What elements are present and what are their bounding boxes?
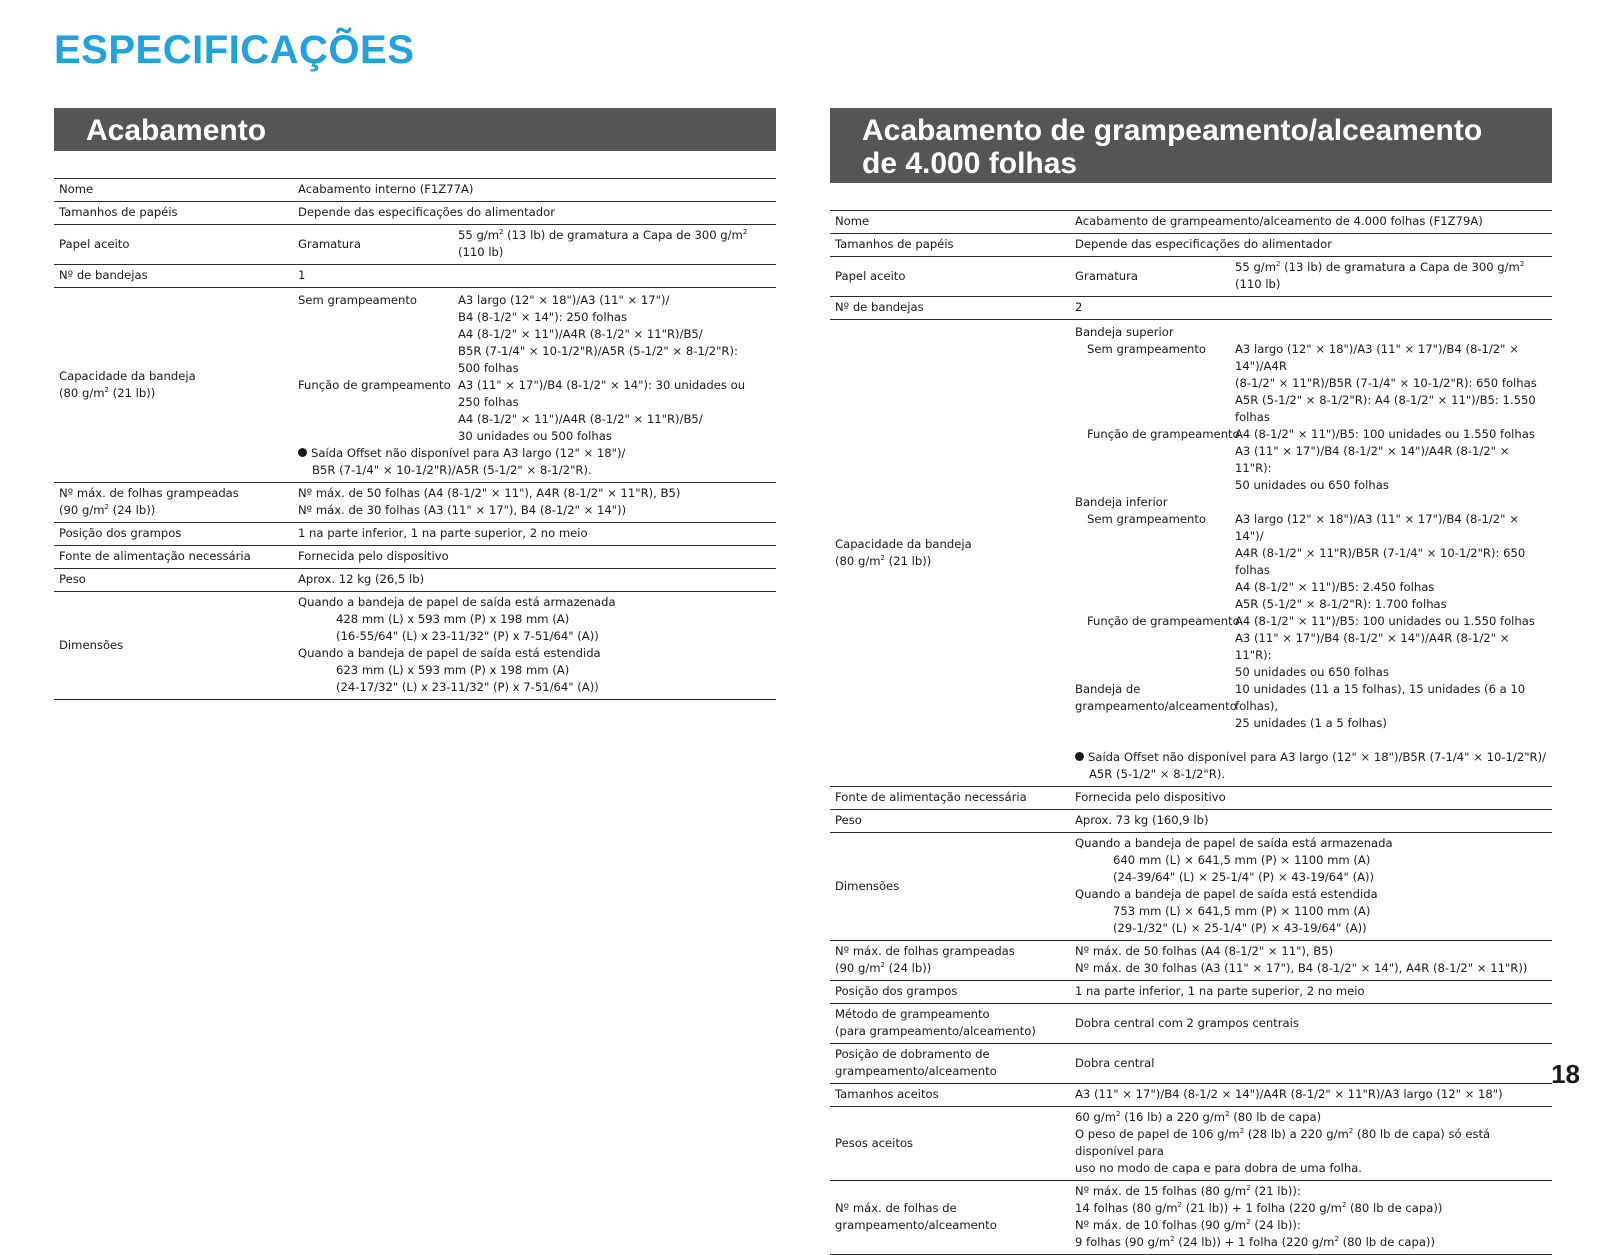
text-line: A4R (8-1/2" × 11"R)/B5R (7-1/4" × 10-1/2"R): 650 folhas (1235, 546, 1526, 577)
row-label: Papel aceito (59, 236, 130, 251)
text-line: 9 folhas (90 g/m (1075, 1235, 1171, 1249)
row-label (830, 1044, 1070, 1084)
text-line: 250 folhas (458, 395, 519, 409)
left-column (54, 108, 776, 700)
text-line: A3 (11" × 17")/B4 (8-1/2" × 14")/A4R (8-1/2" × 11"R): (1235, 444, 1510, 475)
row-label: Peso (835, 813, 862, 827)
text-line: (8-1/2" × 11"R)/B5R (7-1/4" × 10-1/2"R): 650 folhas (1235, 376, 1537, 390)
text-line: (21 lb)): (1250, 1184, 1301, 1198)
text-line: Nº máx. de 15 folhas (80 g/m (1075, 1184, 1247, 1198)
spec-table-saddle-finisher (830, 210, 1552, 1255)
table-row (830, 1107, 1552, 1181)
text-line: A3 (11" × 17")/B4 (8-1/2" × 14"): 30 unidades ou (458, 378, 746, 392)
text-line: Quando a bandeja de papel de saída está armazenada (1075, 836, 1393, 850)
text-line: A3 largo (12" × 18")/A3 (11" × 17")/B4 (8-1/2" × 14")/ (1235, 512, 1519, 543)
text-line: Capacidade da bandeja (835, 536, 972, 551)
table-row (54, 483, 776, 523)
row-label: Nome (59, 182, 94, 196)
text-line: Capacidade da bandeja (59, 368, 196, 383)
text-line: A5R (5-1/2" × 8-1/2"R). (1089, 767, 1226, 781)
text-line: A4 (8-1/2" × 11")/B5: 100 unidades ou 1.550 folhas (1235, 614, 1535, 628)
row-value (1230, 257, 1552, 297)
text-line: 640 mm (L) × 641,5 mm (P) × 1100 mm (A) (1113, 853, 1371, 867)
text-line: (110 lb) (1235, 277, 1281, 291)
sub-label: Sem grampeamento (1087, 512, 1207, 526)
text-line: 25 unidades (1 a 5 folhas) (1235, 716, 1387, 730)
row-value (293, 288, 776, 483)
row-value: A3 (11" × 17")/B4 (8-1/2 × 14")/A4R (8-1/2" × 11"R)/A3 largo (12" × 18") (1075, 1087, 1503, 1101)
text-line: 60 g/m (1075, 1110, 1116, 1124)
row-value (453, 225, 776, 265)
text-line: A4 (8-1/2" × 11")/B5: 100 unidades ou 1.550 folhas (1235, 427, 1535, 441)
text-line: (13 lb) de gramatura a Capa de 300 g/m (1280, 260, 1520, 274)
text-line: (80 lb de capa)) (1338, 1235, 1436, 1249)
text-line: (90 g/m (59, 503, 105, 517)
sub-label: Função de grampeamento (1087, 614, 1240, 628)
text-line: Nº máx. de folhas grampeadas (835, 944, 1015, 958)
text-line: 753 mm (L) × 641,5 mm (P) × 1100 mm (A) (1113, 904, 1371, 918)
row-value: 1 na parte inferior, 1 na parte superior, 2 no meio (298, 526, 588, 540)
row-value: Acabamento de grampeamento/alceamento de 4.000 folhas (F1Z79A) (1075, 214, 1483, 228)
table-row (54, 265, 776, 288)
sub-label: Função de grampeamento (298, 378, 451, 392)
row-value: Fornecida pelo dispositivo (1075, 790, 1226, 804)
text-line: Nº máx. de 10 folhas (90 g/m (1075, 1218, 1247, 1232)
row-value: Aprox. 73 kg (160,9 lb) (1075, 813, 1209, 827)
row-value (1070, 941, 1552, 981)
text-line: A4 (8-1/2" × 11")/B5: 2.450 folhas (1235, 580, 1435, 594)
sub-value (1235, 681, 1547, 732)
text-line: Nº máx. de folhas grampeadas (59, 486, 239, 500)
superscript: 2 (742, 228, 748, 237)
row-label (830, 1181, 1070, 1255)
table-row (830, 234, 1552, 257)
text-line: grampeamento/alceamento (835, 1218, 997, 1232)
text-line: Nº máx. de folhas de (835, 1201, 957, 1215)
row-label (830, 941, 1070, 981)
section-heading-saddle-finisher (830, 108, 1552, 183)
text-line: 30 unidades ou 500 folhas (458, 429, 612, 443)
text-line: (24 lb)): (1250, 1218, 1301, 1232)
table-row (830, 1004, 1552, 1044)
superscript: 2 (1177, 1201, 1183, 1210)
text-line: 10 unidades (11 a 15 folhas), 15 unidades (6 a 10 folhas), (1235, 682, 1526, 713)
row-label: Fonte de alimentação necessária (59, 549, 251, 563)
text-line: Nº máx. de 50 folhas (A4 (8-1/2" × 11"), B5) (1075, 944, 1334, 958)
row-label: Tamanhos aceitos (835, 1087, 939, 1101)
text-line: (para grampeamento/alceamento) (835, 1024, 1036, 1038)
row-label: Dimensões (835, 878, 900, 893)
text-line: (24 lb)) (885, 961, 932, 975)
text-line: Método de grampeamento (835, 1007, 990, 1021)
row-label (830, 1004, 1070, 1044)
tray-heading: Bandeja superior (1075, 325, 1174, 339)
text-line: Nº máx. de 50 folhas (A4 (8-1/2" × 11"), A4R (8-1/2" × 11"R), B5) (298, 486, 681, 500)
text-line: (16 lb) a 220 g/m (1120, 1110, 1226, 1124)
row-label: Posição dos grampos (59, 526, 182, 540)
superscript: 2 (1225, 1110, 1230, 1119)
superscript: 2 (880, 553, 885, 562)
superscript: 2 (1170, 1235, 1175, 1244)
page-title: ESPECIFICAÇÕES (54, 28, 415, 72)
text-line: Nº máx. de 30 folhas (A3 (11" × 17"), B4 (8-1/2" × 14")) (298, 503, 627, 517)
superscript: 2 (1239, 1127, 1245, 1136)
text-line: 50 unidades ou 650 folhas (1235, 478, 1389, 492)
text-line: B5R (7-1/4" × 10-1/2"R)/A5R (5-1/2" × 8-1/2"R). (312, 463, 592, 477)
row-label: Dimensões (59, 637, 124, 652)
text-line: Quando a bandeja de papel de saída está estendida (1075, 887, 1378, 901)
text-line: (24-17/32" (L) x 23-11/32" (P) x 7-51/64" (A)) (336, 680, 599, 694)
text-line: grampeamento/alceamento (1075, 699, 1237, 713)
text-line: Saída Offset não disponível para A3 largo (12" × 18")/ (311, 446, 626, 460)
row-value (1070, 833, 1552, 941)
text-line: (21 lb)) (109, 385, 156, 400)
table-row (830, 1181, 1552, 1255)
tray-heading: Bandeja inferior (1075, 495, 1168, 509)
sub-value (1235, 426, 1547, 494)
row-value: 1 na parte inferior, 1 na parte superior, 2 no meio (1075, 984, 1365, 998)
row-label: Nº de bandejas (835, 300, 924, 314)
bullet-icon (1075, 752, 1084, 761)
table-row (830, 941, 1552, 981)
text-line: B5R (7-1/4" × 10-1/2"R)/A5R (5-1/2" × 8-1/2"R): (458, 344, 738, 358)
section-heading-line-1: Acabamento de grampeamento/alceamento (862, 114, 1483, 147)
section-heading-text: Acabamento (86, 114, 267, 147)
text-line: A5R (5-1/2" × 8-1/2"R): A4 (8-1/2" × 11")/B5: 1.550 folhas (1235, 393, 1536, 424)
row-value (293, 483, 776, 523)
table-row (54, 592, 776, 700)
sub-value (1235, 341, 1547, 426)
sub-value (458, 292, 771, 377)
sub-value (1235, 613, 1547, 681)
table-row (54, 546, 776, 569)
text-line: uso no modo de capa e para dobra de uma folha. (1075, 1161, 1362, 1175)
row-label: Nome (835, 214, 870, 228)
row-value (1070, 1107, 1552, 1181)
text-line: B4 (8-1/2" × 14"): 250 folhas (458, 310, 628, 324)
superscript: 2 (880, 961, 885, 970)
table-row (830, 211, 1552, 234)
text-line: 14 folhas (80 g/m (1075, 1201, 1178, 1215)
text-line: A5R (5-1/2" × 8-1/2"R): 1.700 folhas (1235, 597, 1447, 611)
page-number: 18 (1551, 1059, 1580, 1089)
row-value: 1 (298, 268, 306, 282)
row-value: Fornecida pelo dispositivo (298, 549, 449, 563)
superscript: 2 (499, 228, 504, 237)
text-line: (13 lb) de gramatura a Capa de 300 g/m (503, 228, 743, 242)
sub-value (1235, 511, 1547, 613)
sub-label (1075, 681, 1235, 732)
text-line: 50 unidades ou 650 folhas (1235, 665, 1389, 679)
text-line: O peso de papel de 106 g/m (1075, 1127, 1240, 1141)
text-line: (90 g/m (835, 961, 881, 975)
row-label (54, 288, 293, 483)
superscript: 2 (104, 503, 109, 512)
row-value: 2 (1075, 300, 1083, 314)
superscript: 2 (1116, 1110, 1121, 1119)
row-label: Papel aceito (835, 268, 906, 283)
table-row (830, 257, 1552, 297)
text-line: A3 largo (12" × 18")/A3 (11" × 17")/B4 (8-1/2" × 14")/A4R (1235, 342, 1519, 373)
row-value: Depende das especificações do alimentador (1075, 237, 1332, 251)
text-line: Bandeja de (1075, 682, 1141, 696)
superscript: 2 (1276, 260, 1281, 269)
row-sublabel: Gramatura (298, 236, 362, 251)
right-column (830, 108, 1552, 1255)
offset-note (1075, 749, 1547, 783)
row-value (293, 592, 776, 700)
bullet-icon (298, 448, 307, 457)
table-row (830, 810, 1552, 833)
text-line: Quando a bandeja de papel de saída está armazenada (298, 595, 616, 609)
table-row (830, 787, 1552, 810)
row-label: Peso (59, 572, 86, 586)
sub-label: Sem grampeamento (1087, 342, 1207, 356)
table-row (54, 569, 776, 592)
text-line: grampeamento/alceamento (835, 1064, 997, 1078)
row-value: Acabamento interno (F1Z77A) (298, 182, 474, 196)
superscript: 2 (1334, 1235, 1339, 1244)
table-row (830, 320, 1552, 787)
text-line: (21 lb)) (885, 553, 932, 568)
text-line: A3 (11" × 17")/B4 (8-1/2" × 14")/A4R (8-1/2" × 11"R): (1235, 631, 1510, 662)
row-sublabel: Gramatura (1075, 268, 1139, 283)
table-row (830, 1084, 1552, 1107)
table-row (830, 1044, 1552, 1084)
row-label (54, 483, 293, 523)
text-line: (24-39/64" (L) × 25-1/4" (P) × 43-19/64" (A)) (1113, 870, 1375, 884)
spec-table-finisher (54, 178, 776, 700)
superscript: 2 (1246, 1184, 1251, 1193)
sub-label: Função de grampeamento (1087, 427, 1240, 441)
text-line: (80 g/m (835, 553, 881, 568)
row-label: Tamanhos de papéis (59, 205, 178, 219)
superscript: 2 (1246, 1218, 1251, 1227)
text-line: (24 lb)) (109, 503, 156, 517)
section-heading-finisher (54, 108, 776, 151)
section-heading-line-2: de 4.000 folhas (862, 147, 1078, 180)
superscript: 2 (104, 385, 109, 394)
row-label: Tamanhos de papéis (835, 237, 954, 251)
text-line: 500 folhas (458, 361, 519, 375)
text-line: (21 lb)) + 1 folha (220 g/m (1182, 1201, 1342, 1215)
row-label: Posição dos grampos (835, 984, 958, 998)
text-line: 428 mm (L) x 593 mm (P) x 198 mm (A) (336, 612, 570, 626)
text-line: (110 lb) (458, 245, 504, 259)
text-line: A3 largo (12" × 18")/A3 (11" × 17")/ (458, 293, 670, 307)
text-line: (29-1/32" (L) × 25-1/4" (P) × 43-19/64" (A)) (1113, 921, 1367, 935)
row-label (830, 320, 1070, 787)
table-row (54, 202, 776, 225)
table-row (54, 225, 776, 265)
text-line: Saída Offset não disponível para A3 largo (12" × 18")/B5R (7-1/4" × 10-1/2"R)/ (1088, 750, 1547, 764)
row-value (1070, 320, 1552, 787)
text-line: (16-55/64" (L) x 23-11/32" (P) x 7-51/64" (A)) (336, 629, 599, 643)
text-line: (80 lb de capa) só está disponível para (1075, 1127, 1491, 1158)
table-row (830, 833, 1552, 941)
text-line: 623 mm (L) x 593 mm (P) x 198 mm (A) (336, 663, 570, 677)
text-line: 55 g/m (1235, 260, 1276, 274)
table-row (54, 179, 776, 202)
row-value: Dobra central com 2 grampos centrais (1075, 1015, 1299, 1030)
row-label: Nº de bandejas (59, 268, 148, 282)
text-line: Posição de dobramento de (835, 1047, 990, 1061)
row-value: Depende das especificações do alimentador (298, 205, 555, 219)
table-row (54, 523, 776, 546)
superscript: 2 (1519, 260, 1525, 269)
sub-value (458, 377, 771, 445)
row-value: Dobra central (1075, 1055, 1155, 1070)
table-row (830, 297, 1552, 320)
row-value (1070, 1181, 1552, 1255)
offset-note (298, 445, 771, 479)
text-line: (80 g/m (59, 385, 105, 400)
text-line: Nº máx. de 30 folhas (A3 (11" × 17"), B4 (8-1/2" × 14"), A4R (8-1/2" × 11"R)) (1075, 961, 1528, 975)
text-line: (80 lb de capa) (1229, 1110, 1322, 1124)
row-value: Aprox. 12 kg (26,5 lb) (298, 572, 425, 586)
text-line: 55 g/m (458, 228, 499, 242)
row-label: Pesos aceitos (835, 1135, 914, 1150)
table-row (830, 981, 1552, 1004)
superscript: 2 (1341, 1201, 1347, 1210)
text-line: A4 (8-1/2" × 11")/A4R (8-1/2" × 11"R)/B5/ (458, 327, 703, 341)
row-label: Fonte de alimentação necessária (835, 790, 1027, 804)
text-line: (28 lb) a 220 g/m (1244, 1127, 1349, 1141)
superscript: 2 (1348, 1127, 1354, 1136)
text-line: Quando a bandeja de papel de saída está estendida (298, 646, 601, 660)
text-line: (80 lb de capa)) (1346, 1201, 1443, 1215)
text-line: (24 lb)) + 1 folha (220 g/m (1174, 1235, 1335, 1249)
text-line: A4 (8-1/2" × 11")/A4R (8-1/2" × 11"R)/B5/ (458, 412, 703, 426)
sub-label: Sem grampeamento (298, 293, 418, 307)
table-row (54, 288, 776, 483)
